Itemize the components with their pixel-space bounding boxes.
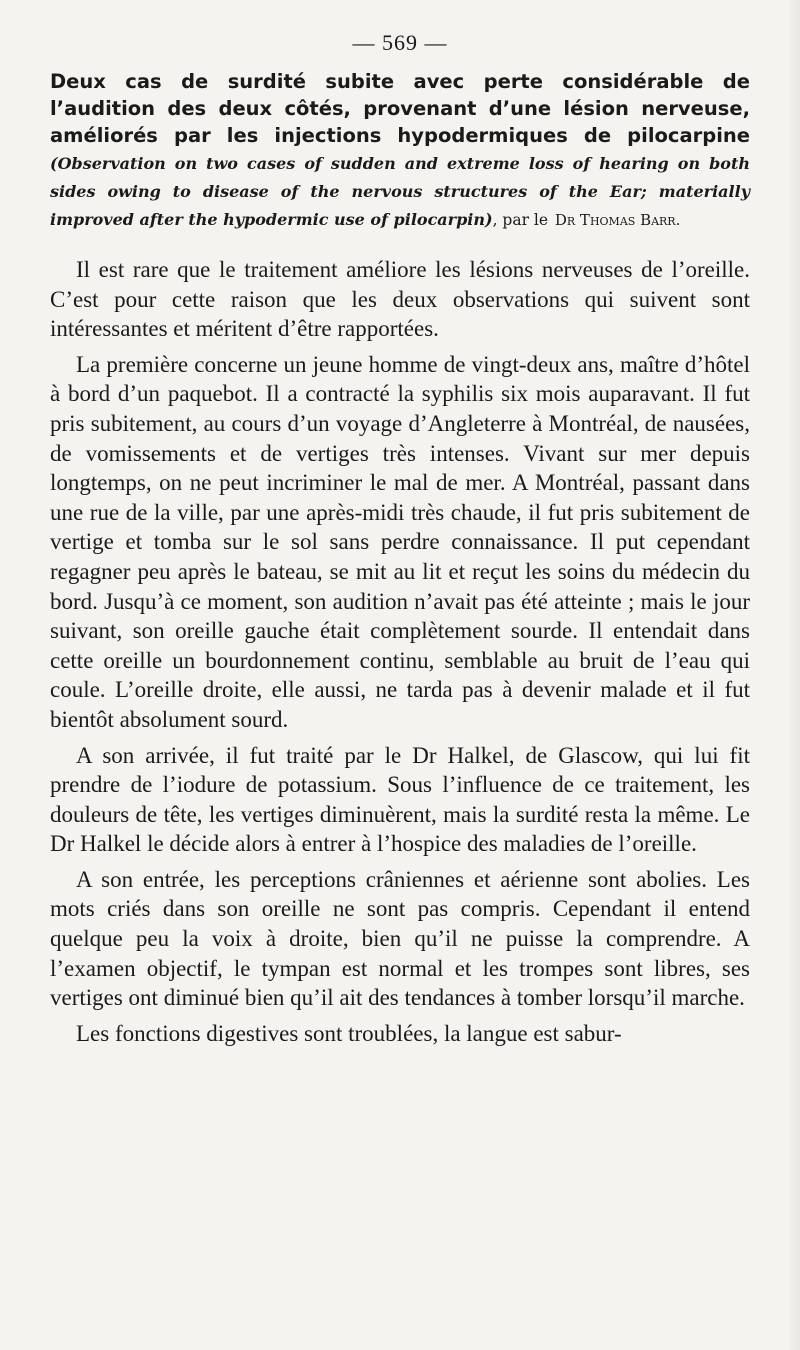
page-number: — 569 — (352, 30, 448, 55)
body-paragraph-3: A son arrivée, il fut traité par le Dr Halkel, de Glascow, qui lui fit prendre de l’iodure de potassium. Sous l’influence de ce traitement, les douleurs de tête, les vertiges diminuèrent, mais la surdité resta la même. Le Dr Halkel le décide alors à entrer à l’hospice des maladies de l’oreille. (50, 742, 750, 857)
body-paragraph-5: Les fonctions digestives sont troublées, la langue est sabur- (76, 1020, 622, 1046)
body-paragraph-1: Il est rare que le traitement améliore les lésions nerveuses de l’oreille. C’est pour cette raison que les deux observations qui suivent sont intéressantes et méritent d’être rapportées. (50, 257, 750, 342)
article-title: Deux cas de surdité subite avec perte considérable de l’audition des deux côtés, provenant d’une lésion nerveuse, améliorés par les injections hypodermiques de pilocarpine (50, 70, 750, 147)
article-title-translation: (Observation on two cases of sudden and extreme loss of hearing on both sides owing to disease of the nervous structures of the Ear; materially improved after the hypodermic use of pilocarpin) (50, 154, 750, 229)
body-paragraph-4: A son entrée, les perceptions crâniennes et aérienne sont abolies. Les mots criés dans son oreille ne sont pas compris. Cependant il entend quelque peu la voix à droite, bien qu’il ne puisse la comprendre. A l’examen objectif, le tympan est normal et les trompes sont libres, ses vertiges ont diminué bien qu’il ait des tendances à tomber lorsqu’il marche. (50, 866, 750, 1011)
page-edge-shadow (786, 0, 800, 1350)
body-paragraph-2: La première concerne un jeune homme de vingt-deux ans, maître d’hôtel à bord d’un paquebot. Il a contracté la syphilis six mois auparavant. Il fut pris subitement, au cours d’un voyage d’Angleterre à Montréal, de nausées, de vomissements et de vertiges très intenses. Vivant sur mer depuis longtemps, on ne peut incriminer le mal de mer. A Montréal, passant dans une rue de la ville, par une après-midi très chaude, il fut pris subitement de vertige et tomba sur le sol sans perdre connaissance. Il put cependant regagner peu après le bateau, se mit au lit et reçut les soins du médecin du bord. Jusqu’à ce moment, son audition n’avait pas été atteinte ; mais le jour suivant, son oreille gauche était complètement sourde. Il entendait dans cette oreille un bourdonnement continu, semblable au bruit de l’eau qui coule. L’oreille droite, elle aussi, ne tarda pas à devenir malade et il fut bientôt absolument sourd. (50, 351, 750, 732)
document-page (50, 30, 750, 1048)
article-author: Dr Thomas Barr. (554, 211, 681, 229)
author-prefix: , par le (492, 211, 549, 229)
article-heading (50, 68, 750, 234)
